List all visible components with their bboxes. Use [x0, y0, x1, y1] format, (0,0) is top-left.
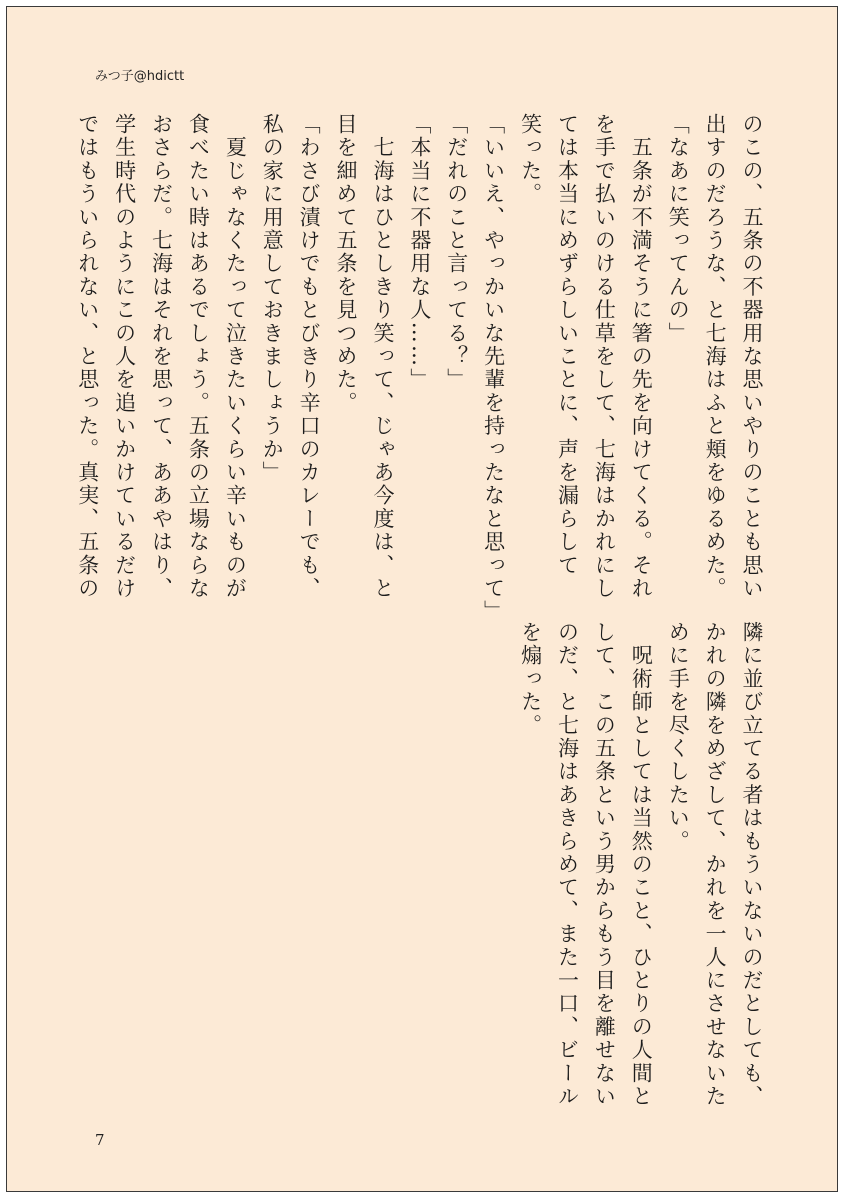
text-line: 呪術師としては当然のこと、ひとりの人間と	[629, 621, 654, 1109]
text-line: 隣に並び立てる者はもういないのだとしても、	[740, 621, 764, 1109]
page-number: 7	[95, 1131, 105, 1149]
text-line: 目を細めて五条を見つめた。	[334, 113, 359, 415]
text-line: ては本当にめずらしいことに、声を漏らして	[555, 113, 580, 577]
text-line: 「だれのこと言ってる？」	[444, 113, 469, 392]
text-line: かれの隣をめざして、かれを一人にさせないた	[703, 621, 728, 1109]
text-line: 「いいえ、やっかいな先輩を持ったなと思って」	[481, 113, 506, 624]
text-line: 七海はひとしきり笑って、じゃあ今度は、と	[370, 113, 395, 601]
text-line: 「本当に不器用な人……」	[407, 113, 432, 392]
text-line: 笑った。	[518, 113, 543, 206]
text-line: 私の家に用意しておきましょうか」	[260, 113, 285, 485]
text-line: 「なあに笑ってんの」	[666, 113, 691, 345]
text-line: を手で払いのける仕草をして、七海はかれにし	[592, 113, 617, 601]
text-line: して、この五条という男からもう目を離せない	[592, 621, 617, 1109]
text-line: 「わさび漬けでもとびきり辛口のカレーでも、	[297, 113, 322, 601]
text-line: 出すのだろうな、と七海はふと頬をゆるめた。	[703, 113, 728, 601]
text-line: 夏じゃなくたって泣きたいくらい辛いものが	[223, 113, 248, 601]
page	[6, 6, 838, 1192]
text-line: を煽った。	[518, 621, 543, 737]
author-header: みつ子@hdictt	[95, 69, 185, 84]
body-text-upper	[75, 113, 770, 624]
body-text-lower	[518, 621, 770, 1109]
text-line: ではもういられない、と思った。真実、五条の	[75, 113, 100, 601]
text-line: おさらだ。七海はそれを思って、ああやはり、	[149, 113, 174, 601]
text-line: 学生時代のようにこの人を追いかけているだけ	[112, 113, 137, 601]
text-line: めに手を尽くしたい。	[666, 621, 691, 853]
text-line: 五条が不満そうに箸の先を向けてくる。それ	[629, 113, 654, 601]
text-line: のこの、五条の不器用な思いやりのことも思い	[740, 113, 764, 601]
text-line: のだ、と七海はあきらめて、また一口、ビール	[555, 621, 580, 1109]
text-line: 食べたい時はあるでしょう。五条の立場ならな	[186, 113, 211, 601]
